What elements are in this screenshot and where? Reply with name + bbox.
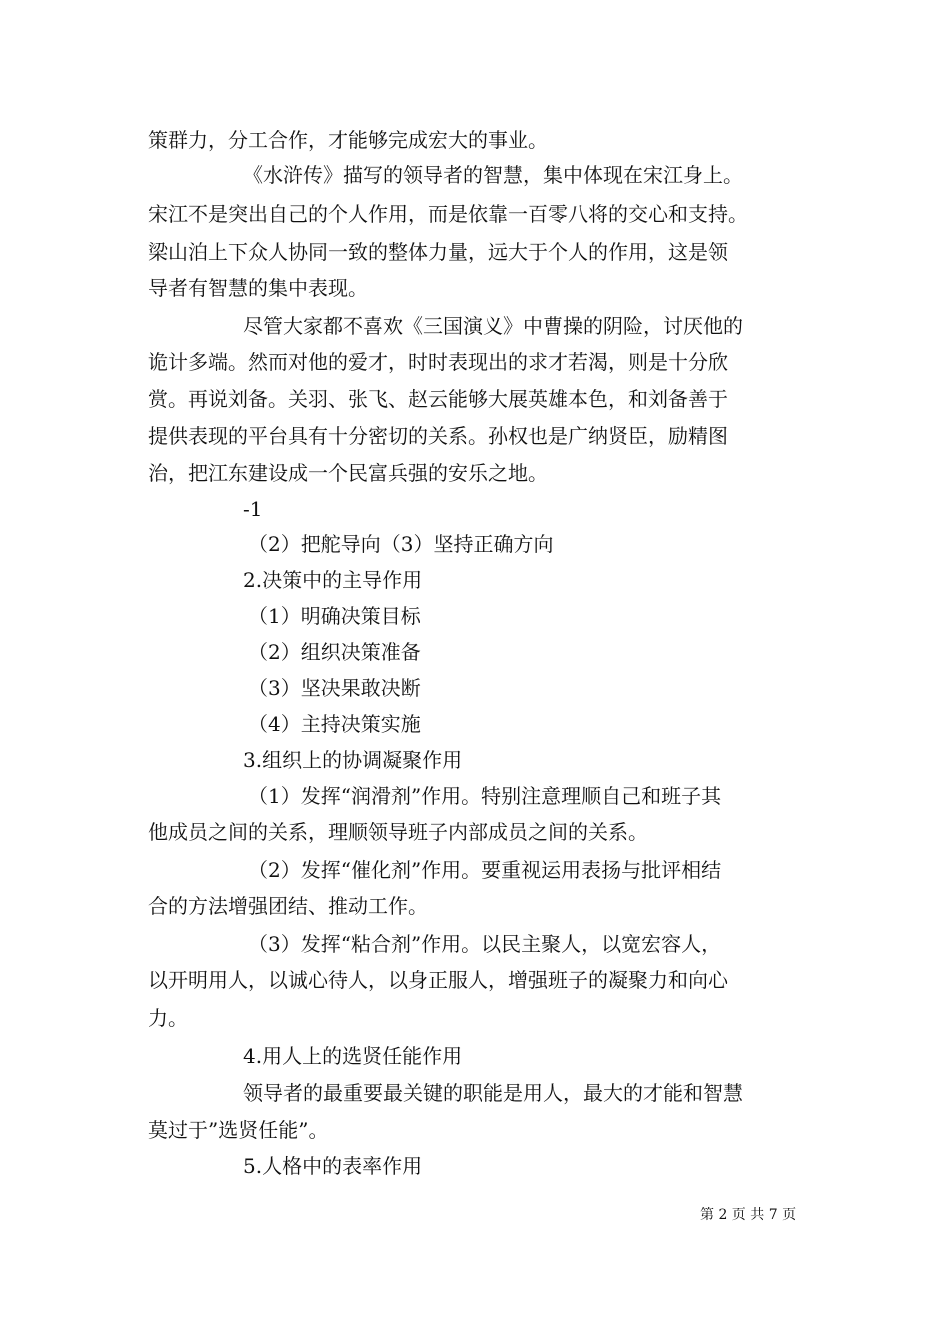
text-line: 莫过于”选贤任能”。 — [148, 1118, 329, 1142]
text-line: 导者有智慧的集中表现。 — [148, 276, 368, 300]
paragraph-start: （3）发挥“粘合剂”作用。以民主聚人，以宽宏容人， — [248, 932, 722, 956]
section-heading: 3.组织上的协调凝聚作用 — [243, 748, 463, 772]
paragraph-start: 领导者的最重要最关键的职能是用人，最大的才能和智慧 — [243, 1081, 743, 1105]
section-heading: 4.用人上的选贤任能作用 — [243, 1044, 463, 1068]
text-line: 合的方法增强团结、推动工作。 — [148, 894, 428, 918]
page-marker: -1 — [243, 497, 263, 521]
text-line: 策群力，分工合作，才能够完成宏大的事业。 — [148, 128, 548, 152]
text-line: 宋江不是突出自己的个人作用，而是依靠一百零八将的交心和支持。 — [148, 202, 748, 226]
paragraph-start: 尽管大家都不喜欢《三国演义》中曹操的阴险，讨厌他的 — [243, 314, 743, 338]
paragraph-start: （1）发挥“润滑剂”作用。特别注意理顺自己和班子其 — [248, 784, 722, 808]
text-line: 力。 — [148, 1006, 188, 1030]
paragraph-start: （2）发挥“催化剂”作用。要重视运用表扬与批评相结 — [248, 858, 722, 882]
list-item: （4）主持决策实施 — [248, 712, 421, 736]
text-line: 赏。再说刘备。关羽、张飞、赵云能够大展英雄本色，和刘备善于 — [148, 387, 728, 411]
text-line: 治，把江东建设成一个民富兵强的安乐之地。 — [148, 461, 548, 485]
section-heading: 2.决策中的主导作用 — [243, 568, 423, 592]
list-item: （1）明确决策目标 — [248, 604, 421, 628]
list-item: （3）坚决果敢决断 — [248, 676, 421, 700]
section-heading: 5.人格中的表率作用 — [243, 1154, 423, 1178]
list-item: （2）把舵导向（3）坚持正确方向 — [248, 532, 554, 556]
text-line: 梁山泊上下众人协同一致的整体力量，远大于个人的作用，这是领 — [148, 240, 728, 264]
text-line: 以开明用人，以诚心待人，以身正服人，增强班子的凝聚力和向心 — [148, 968, 728, 992]
text-line: 他成员之间的关系，理顺领导班子内部成员之间的关系。 — [148, 820, 648, 844]
page-number-footer: 第 2 页 共 7 页 — [700, 1207, 797, 1223]
list-item: （2）组织决策准备 — [248, 640, 421, 664]
paragraph-start: 《水浒传》描写的领导者的智慧，集中体现在宋江身上。 — [243, 163, 743, 187]
text-line: 诡计多端。然而对他的爱才，时时表现出的求才若渴，则是十分欣 — [148, 350, 728, 374]
text-line: 提供表现的平台具有十分密切的关系。孙权也是广纳贤臣，励精图 — [148, 424, 728, 448]
